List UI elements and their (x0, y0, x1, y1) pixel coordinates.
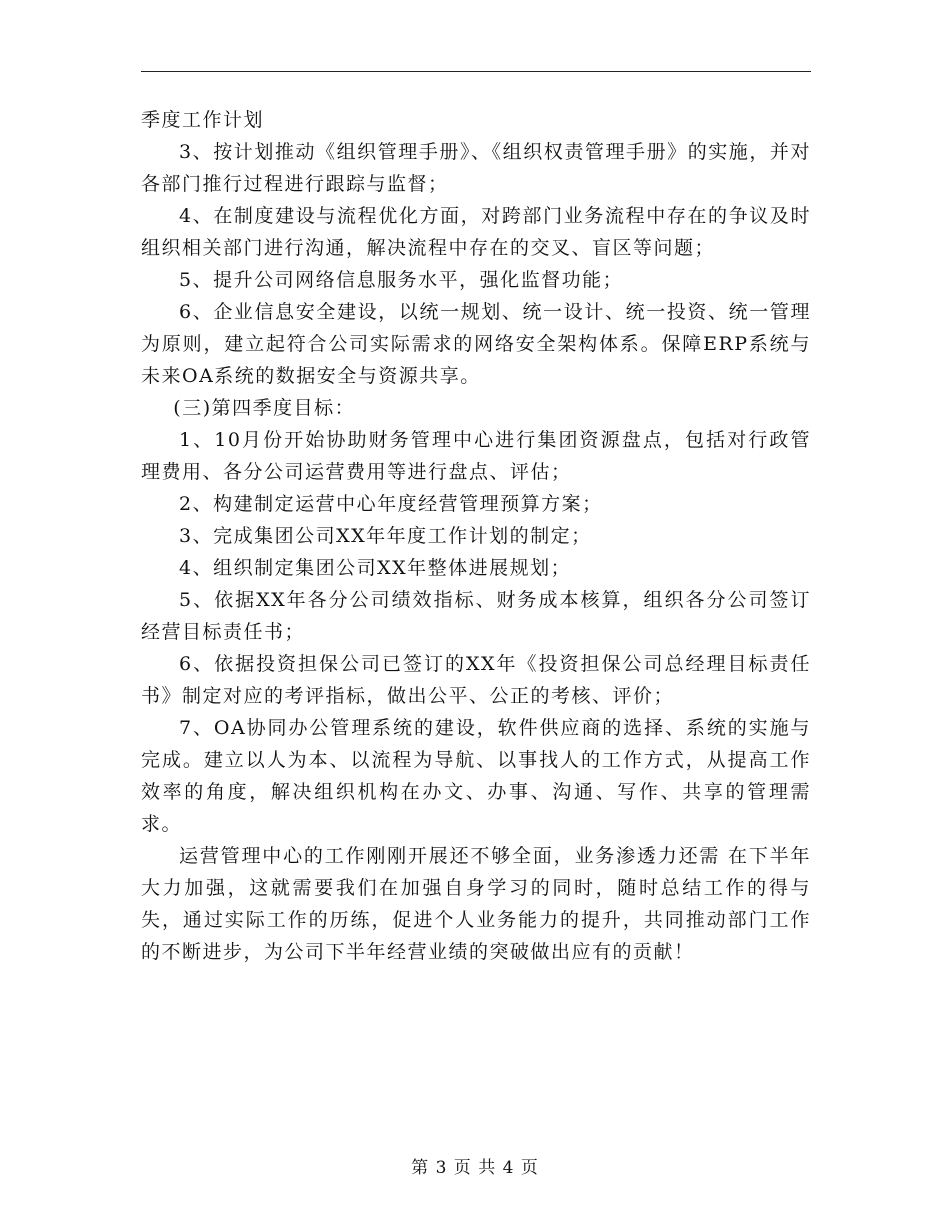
paragraph: 6、企业信息安全建设，以统一规划、统一设计、统一投资、统一管理为原则，建立起符合公司实际需求的网络安全架构体系。保障ERP系统与未来OA系统的数据安全与资源共享。 (141, 301, 811, 387)
document-body (141, 104, 811, 968)
paragraph: 1、10月份开始协助财务管理中心进行集团资源盘点，包括对行政管理费用、各分公司运营费用等进行盘点、评估； (141, 429, 811, 483)
paragraph: 3、按计划推动《组织管理手册》、《组织权责管理手册》的实施，并对各部门推行过程进行跟踪与监督； (141, 141, 811, 195)
paragraph: 2、构建制定运营中心年度经营管理预算方案； (179, 493, 603, 515)
paragraph: 季度工作计划 (141, 109, 265, 131)
paragraph: 5、依据XX年各分公司绩效指标、财务成本核算，组织各分公司签订经营目标责任书； (141, 589, 811, 643)
paragraph: 5、提升公司网络信息服务水平，强化监督功能； (179, 269, 624, 291)
paragraph: 4、组织制定集团公司XX年整体进展规划； (179, 557, 572, 579)
paragraph: 3、完成集团公司XX年年度工作计划的制定； (179, 525, 592, 547)
paragraph: 7、OA协同办公管理系统的建设，软件供应商的选择、系统的实施与完成。建立以人为本、以流程为导航、以事找人的工作方式，从提高工作效率的角度，解决组织机构在办文、办事、沟通、写作、共享的管理需求。 (141, 717, 811, 835)
header-rule (141, 71, 811, 72)
paragraph: 运营管理中心的工作刚刚开展还不够全面，业务渗透力还需 在下半年大力加强，这就需要我们在加强自身学习的同时，随时总结工作的得与失，通过实际工作的历练，促进个人业务能力的提升，共同推动部门工作的不断进步，为公司下半年经营业绩的突破做出应有的贡献！ (141, 845, 811, 963)
paragraph: 6、依据投资担保公司已签订的XX年《投资担保公司总经理目标责任书》制定对应的考评指标，做出公平、公正的考核、评价； (141, 653, 811, 707)
paragraph: 4、在制度建设与流程优化方面，对跨部门业务流程中存在的争议及时组织相关部门进行沟通，解决流程中存在的交叉、盲区等问题； (141, 205, 811, 259)
section-heading: (三)第四季度目标： (173, 397, 356, 419)
page-number: 第 3 页 共 4 页 (411, 1158, 539, 1178)
